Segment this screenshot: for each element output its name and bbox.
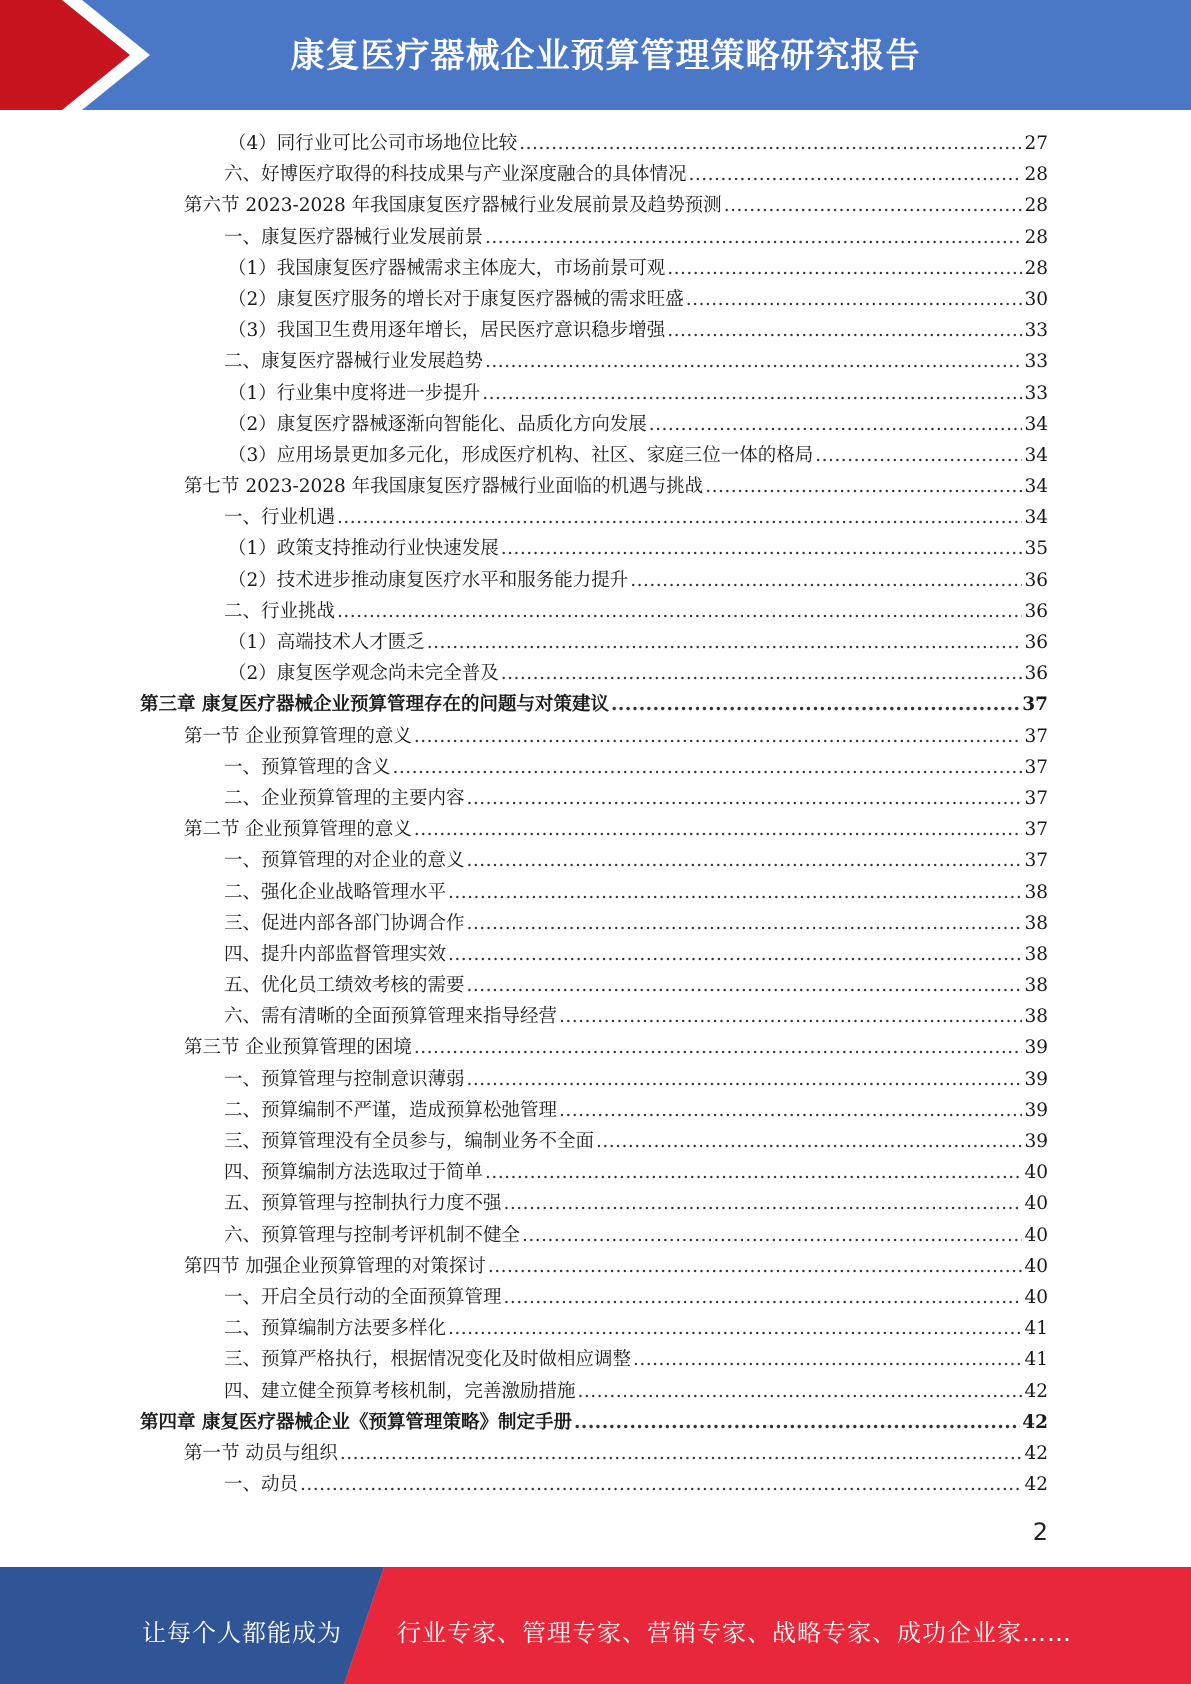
toc-entry-page: 39	[1024, 1068, 1048, 1090]
toc-entry-title: 二、预算编制不严谨，造成预算松弛管理	[224, 1099, 558, 1121]
toc-dot-leader	[504, 1188, 1023, 1219]
toc-entry[interactable]	[140, 1344, 1048, 1375]
toc-entry-page: 28	[1024, 226, 1048, 248]
toc-entry-page: 33	[1024, 382, 1048, 404]
toc-entry-page: 37	[1024, 819, 1048, 841]
toc-dot-leader	[448, 939, 1022, 970]
toc-entry[interactable]	[140, 1469, 1048, 1500]
toc-entry-page: 27	[1024, 133, 1048, 154]
toc-dot-leader	[427, 627, 1023, 658]
toc-entry-title: （2）康复医疗器械逐渐向智能化、品质化方向发展	[228, 413, 647, 435]
toc-dot-leader	[393, 752, 1023, 783]
toc-entry-title: （1）政策支持推动行业快速发展	[228, 538, 499, 560]
toc-dot-leader	[633, 1344, 1022, 1375]
toc-dot-leader	[482, 378, 1022, 409]
toc-entry[interactable]	[140, 346, 1048, 377]
toc-dot-leader	[667, 253, 1022, 284]
toc-entry-page: 28	[1024, 195, 1048, 217]
toc-entry-title: 一、开启全员行动的全面预算管理	[224, 1286, 502, 1308]
toc-entry-title: 第四节 加强企业预算管理的对策探讨	[184, 1255, 486, 1277]
toc-entry-title: 五、预算管理与控制执行力度不强	[224, 1193, 502, 1215]
toc-entry[interactable]	[140, 502, 1048, 533]
toc-dot-leader	[689, 159, 1023, 190]
toc-entry-page: 42	[1024, 1380, 1048, 1402]
toc-entry[interactable]	[140, 533, 1048, 564]
toc-dot-leader	[611, 689, 1020, 720]
toc-entry-page: 42	[1024, 1474, 1048, 1496]
toc-entry-title: 第三章 康复医疗器械企业预算管理存在的问题与对策建议	[140, 694, 609, 716]
toc-entry[interactable]	[140, 378, 1048, 409]
toc-entry-title: 二、行业挑战	[224, 600, 336, 622]
toc-dot-leader	[414, 721, 1023, 752]
toc-dot-leader	[630, 565, 1022, 596]
toc-dot-leader	[649, 409, 1023, 440]
toc-entry-page: 37	[1024, 725, 1048, 747]
toc-entry-page: 37	[1024, 756, 1048, 778]
toc-entry-title: 二、康复医疗器械行业发展趋势	[224, 351, 484, 373]
toc-entry-title: 一、预算管理的对企业的意义	[224, 850, 465, 872]
toc-entry-page: 33	[1024, 320, 1048, 342]
toc-entry[interactable]	[140, 1188, 1048, 1219]
toc-dot-leader	[467, 783, 1023, 814]
toc-entry[interactable]	[140, 471, 1048, 502]
toc-entry-title: （1）我国康复医疗器械需求主体庞大，市场前景可观	[228, 257, 666, 279]
toc-dot-leader	[467, 1064, 1023, 1095]
toc-entry-page: 36	[1024, 632, 1048, 653]
toc-entry[interactable]	[140, 190, 1048, 221]
toc-entry[interactable]	[140, 939, 1048, 970]
toc-entry[interactable]	[140, 970, 1048, 1001]
toc-entry-title: 二、预算编制方法要多样化	[224, 1318, 447, 1340]
toc-entry-page: 40	[1024, 1286, 1048, 1308]
toc-entry[interactable]	[140, 1126, 1048, 1157]
page-number: 2	[1032, 1518, 1048, 1546]
toc-entry[interactable]	[140, 877, 1048, 908]
toc-entry-page: 28	[1024, 164, 1048, 186]
toc-entry-page: 39	[1024, 1099, 1048, 1121]
toc-entry[interactable]	[140, 315, 1048, 346]
toc-entry-page: 33	[1024, 351, 1048, 373]
toc-entry[interactable]	[140, 1001, 1048, 1032]
toc-dot-leader	[519, 128, 1022, 159]
toc-entry[interactable]	[140, 783, 1048, 814]
toc-entry-title: 第一节 企业预算管理的意义	[184, 725, 412, 747]
toc-entry-title: 一、康复医疗器械行业发展前景	[224, 226, 484, 248]
footer-slogan-left: 让每个人都能成为	[142, 1619, 342, 1647]
toc-entry[interactable]	[140, 908, 1048, 939]
toc-entry[interactable]	[140, 222, 1048, 253]
toc-entry[interactable]	[140, 721, 1048, 752]
toc-entry[interactable]	[140, 1095, 1048, 1126]
toc-dot-leader	[559, 1001, 1022, 1032]
toc-entry-page: 38	[1024, 881, 1048, 903]
toc-dot-leader	[596, 1126, 1022, 1157]
toc-entry[interactable]	[140, 284, 1048, 315]
toc-entry[interactable]	[140, 1251, 1048, 1282]
toc-entry-title: 四、建立健全预算考核机制，完善激励措施	[224, 1380, 576, 1402]
toc-dot-leader	[686, 284, 1023, 315]
toc-entry-page: 34	[1024, 444, 1048, 466]
toc-entry-title: （4）同行业可比公司市场地位比较	[228, 133, 518, 154]
toc-entry-page: 34	[1024, 413, 1048, 435]
toc-entry-page: 40	[1024, 1224, 1048, 1246]
toc-entry[interactable]	[140, 159, 1048, 190]
toc-entry[interactable]	[140, 440, 1048, 471]
toc-dot-leader	[414, 814, 1023, 845]
toc-dot-leader	[705, 471, 1022, 502]
toc-dot-leader	[501, 533, 1023, 564]
toc-dot-leader	[485, 1157, 1022, 1188]
toc-entry-title: 一、动员	[224, 1474, 299, 1496]
toc-dot-leader	[337, 596, 1022, 627]
toc-dot-leader	[559, 1095, 1022, 1126]
toc-entry[interactable]	[140, 596, 1048, 627]
toc-entry-title: 第二节 企业预算管理的意义	[184, 819, 412, 841]
toc-dot-leader	[504, 1282, 1023, 1313]
toc-entry[interactable]	[140, 689, 1048, 720]
toc-entry-title: 五、优化员工绩效考核的需要	[224, 975, 465, 997]
toc-dot-leader	[467, 845, 1023, 876]
toc-entry-title: 第四章 康复医疗器械企业《预算管理策略》制定手册	[140, 1411, 572, 1433]
toc-dot-leader	[448, 877, 1022, 908]
toc-entry-page: 30	[1024, 288, 1048, 310]
toc-entry[interactable]	[140, 752, 1048, 783]
toc-entry[interactable]	[140, 1220, 1048, 1251]
toc-entry[interactable]	[140, 1032, 1048, 1063]
toc-entry-page: 40	[1024, 1162, 1048, 1184]
toc-entry-page: 36	[1024, 569, 1048, 591]
toc-entry-page: 35	[1024, 538, 1048, 560]
toc-entry-page: 41	[1024, 1318, 1048, 1340]
toc-entry-page: 37	[1022, 694, 1048, 716]
toc-entry-title: 第六节 2023-2028 年我国康复医疗器械行业发展前景及趋势预测	[184, 195, 722, 217]
toc-entry[interactable]	[140, 253, 1048, 284]
toc-entry-page: 38	[1024, 912, 1048, 934]
table-of-contents	[140, 128, 1048, 1500]
toc-entry-title: （1）高端技术人才匮乏	[228, 632, 425, 653]
toc-entry-title: 三、预算严格执行，根据情况变化及时做相应调整	[224, 1349, 632, 1371]
toc-entry-title: 第三节 企业预算管理的困境	[184, 1037, 412, 1059]
toc-entry[interactable]	[140, 658, 1048, 689]
toc-entry[interactable]	[140, 1157, 1048, 1188]
toc-entry[interactable]	[140, 1438, 1048, 1469]
toc-entry-page: 40	[1024, 1255, 1048, 1277]
toc-entry-title: （2）康复医疗服务的增长对于康复医疗器械的需求旺盛	[228, 288, 684, 310]
toc-dot-leader	[300, 1469, 1022, 1500]
toc-entry[interactable]	[140, 627, 1048, 658]
toc-dot-leader	[667, 315, 1022, 346]
toc-entry-title: （1）行业集中度将进一步提升	[228, 382, 481, 404]
toc-entry-title: 二、强化企业战略管理水平	[224, 881, 447, 903]
toc-entry-title: 一、行业机遇	[224, 507, 336, 529]
toc-dot-leader	[574, 1407, 1020, 1438]
toc-dot-leader	[815, 440, 1022, 471]
toc-entry-title: 第一节 动员与组织	[184, 1442, 338, 1464]
toc-entry-page: 36	[1024, 600, 1048, 622]
toc-entry[interactable]	[140, 845, 1048, 876]
toc-entry-page: 28	[1024, 257, 1048, 279]
toc-dot-leader	[414, 1032, 1023, 1063]
toc-entry-title: 二、企业预算管理的主要内容	[224, 787, 465, 809]
toc-entry-page: 36	[1024, 663, 1048, 685]
toc-dot-leader	[501, 658, 1023, 689]
toc-entry[interactable]	[140, 1376, 1048, 1407]
toc-dot-leader	[522, 1220, 1022, 1251]
toc-entry-title: 六、预算管理与控制考评机制不健全	[224, 1224, 521, 1246]
toc-dot-leader	[448, 1313, 1022, 1344]
toc-entry[interactable]	[140, 409, 1048, 440]
toc-dot-leader	[485, 222, 1022, 253]
footer-slogan-right: 行业专家、管理专家、营销专家、战略专家、成功企业家……	[397, 1619, 1072, 1647]
toc-entry-title: 四、提升内部监督管理实效	[224, 943, 447, 965]
toc-entry-title: 三、预算管理没有全员参与，编制业务不全面	[224, 1131, 595, 1152]
report-title: 康复医疗器械企业预算管理策略研究报告	[290, 36, 921, 76]
toc-entry[interactable]	[140, 128, 1048, 159]
toc-entry-page: 37	[1024, 787, 1048, 809]
toc-entry-title: （3）我国卫生费用逐年增长，居民医疗意识稳步增强	[228, 320, 666, 342]
toc-entry-title: 一、预算管理的含义	[224, 756, 391, 778]
toc-entry-title: 四、预算编制方法选取过于简单	[224, 1162, 484, 1184]
toc-entry-page: 34	[1024, 507, 1048, 529]
toc-entry-page: 38	[1024, 1006, 1048, 1028]
toc-entry-page: 34	[1024, 476, 1048, 498]
toc-entry-title: 一、预算管理与控制意识薄弱	[224, 1068, 465, 1090]
toc-entry-page: 42	[1022, 1411, 1048, 1433]
toc-entry-title: （3）应用场景更加多元化，形成医疗机构、社区、家庭三位一体的格局	[228, 444, 814, 466]
toc-dot-leader	[337, 502, 1022, 533]
toc-dot-leader	[485, 346, 1022, 377]
toc-entry[interactable]	[140, 1064, 1048, 1095]
toc-entry-page: 42	[1024, 1442, 1048, 1464]
toc-entry-title: 三、促进内部各部门协调合作	[224, 912, 465, 934]
toc-dot-leader	[467, 908, 1023, 939]
toc-entry[interactable]	[140, 1313, 1048, 1344]
toc-entry[interactable]	[140, 814, 1048, 845]
toc-entry[interactable]	[140, 565, 1048, 596]
toc-dot-leader	[578, 1376, 1023, 1407]
toc-entry[interactable]	[140, 1282, 1048, 1313]
toc-dot-leader	[467, 970, 1023, 1001]
toc-entry-page: 37	[1024, 850, 1048, 872]
toc-entry[interactable]	[140, 1407, 1048, 1438]
toc-entry-title: 六、好博医疗取得的科技成果与产业深度融合的具体情况	[224, 164, 687, 186]
toc-entry-title: 第七节 2023-2028 年我国康复医疗器械行业面临的机遇与挑战	[184, 476, 704, 498]
toc-entry-page: 40	[1024, 1193, 1048, 1215]
toc-dot-leader	[724, 190, 1023, 221]
toc-dot-leader	[488, 1251, 1023, 1282]
toc-entry-page: 38	[1024, 975, 1048, 997]
toc-entry-title: 六、需有清晰的全面预算管理来指导经营	[224, 1006, 558, 1028]
report-header	[0, 0, 1191, 110]
toc-entry-page: 39	[1024, 1037, 1048, 1059]
toc-entry-page: 38	[1024, 943, 1048, 965]
toc-entry-page: 39	[1024, 1131, 1048, 1152]
toc-entry-title: （2）康复医学观念尚未完全普及	[228, 663, 499, 685]
toc-entry-page: 41	[1024, 1349, 1048, 1371]
toc-entry-title: （2）技术进步推动康复医疗水平和服务能力提升	[228, 569, 629, 591]
toc-dot-leader	[340, 1438, 1023, 1469]
